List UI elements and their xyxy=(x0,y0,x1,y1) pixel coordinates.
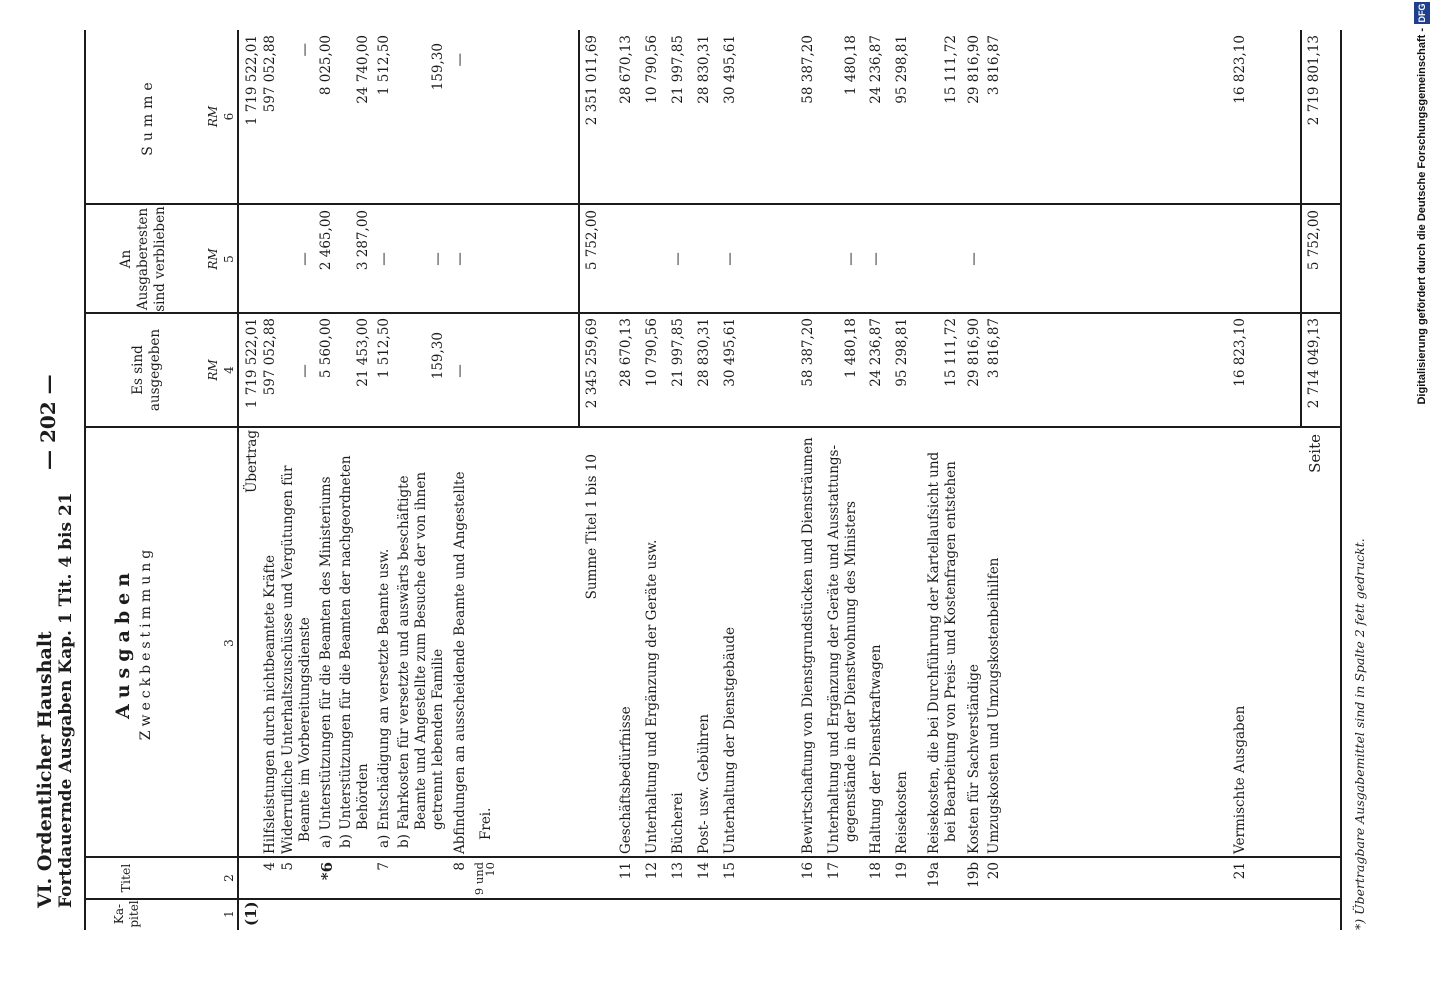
row-summe: 3 816,87 xyxy=(986,35,1002,96)
row-text: Seite xyxy=(1306,434,1324,473)
row-ausgegeben: 159,30 xyxy=(430,332,446,380)
row-reste: 3 287,00 xyxy=(355,210,371,271)
row-summe: 28 830,31 xyxy=(696,35,712,104)
row-reste: — xyxy=(843,252,859,266)
row-ausgegeben: 2 345 259,69 xyxy=(584,318,600,409)
header-line2: Fortdauernde Ausgaben Kap. 1 Tit. 4 bis 21 xyxy=(56,492,76,908)
col-header-kapitel: Ka- pitel xyxy=(112,900,141,928)
row-text: Post- usw. Gebühren xyxy=(696,714,712,854)
row-ausgegeben: 21 453,00 xyxy=(355,318,371,387)
row-text: Umzugskosten und Umzugskostenbeihilfen xyxy=(986,557,1002,854)
row-summe: 10 790,56 xyxy=(644,35,660,104)
col-sep-2 xyxy=(86,857,1342,859)
row-reste: 2 465,00 xyxy=(318,210,334,271)
row-text: a) Unterstützungen für die Beamten des Ministeriums xyxy=(318,476,334,848)
row-reste: — xyxy=(376,252,392,266)
row-summe: 58 387,20 xyxy=(800,35,816,104)
row-reste: — xyxy=(868,252,884,266)
row-ausgegeben: 95 298,81 xyxy=(894,318,910,387)
row-titel: 11 xyxy=(618,862,634,880)
row-titel: 19a xyxy=(926,862,942,888)
credit-strip xyxy=(1412,0,1434,1000)
row-text: Frei. xyxy=(478,807,494,840)
colnum-5: 5 xyxy=(222,255,236,263)
header-bottom-rule xyxy=(237,30,239,930)
row-text: Haltung der Dienstkraftwagen xyxy=(868,644,884,854)
row-summe: 1 480,18 xyxy=(843,35,859,96)
row-ausgegeben: 28 830,31 xyxy=(696,318,712,387)
row-text: Summe Titel 1 bis 10 xyxy=(584,454,600,600)
row-titel: 15 xyxy=(722,862,738,880)
row-text: b) Unterstützungen für die Beamten der nachgeordneten xyxy=(338,455,354,848)
row-ausgegeben: 24 236,87 xyxy=(868,318,884,387)
row-text: Hilfsleistungen durch nichtbeamtete Kräfte xyxy=(262,555,278,854)
col-header-summe: Summe xyxy=(140,77,156,156)
row-titel: 17 xyxy=(826,862,842,880)
row-text: Reisekosten xyxy=(894,771,910,854)
row-text: Übertrag xyxy=(244,430,260,494)
sum-rule-1 xyxy=(578,30,580,428)
row-titel: 19b xyxy=(966,862,982,888)
colnum-1: 1 xyxy=(222,910,236,918)
colnum-2: 2 xyxy=(222,874,236,882)
row-reste: — xyxy=(430,252,446,266)
row-text: Widerrufliche Unterhaltszuschüsse und Vergütungen für xyxy=(280,465,296,854)
row-ausgegeben: 10 790,56 xyxy=(644,318,660,387)
row-summe: 159,30 xyxy=(430,43,446,91)
row-titel: 21 xyxy=(1232,862,1248,880)
row-summe: 2 351 011,69 xyxy=(584,35,600,126)
row-summe: 29 816,90 xyxy=(966,35,982,104)
row-ausgegeben: 16 823,10 xyxy=(1232,318,1248,387)
col-header-reste: An Ausgaberesten sind verblieben xyxy=(118,206,168,312)
row-text: Unterhaltung der Dienstgebäude xyxy=(722,627,738,854)
row-text: a) Entschädigung an versetzte Beamte usw. xyxy=(376,548,392,848)
row-text: Unterhaltung und Ergänzung der Geräte und Ausstattungs- xyxy=(826,444,842,854)
row-text-line2: Beamte im Vorbereitungsdienste xyxy=(297,617,313,842)
row-titel: 18 xyxy=(868,862,884,880)
row-ausgegeben: 15 111,72 xyxy=(943,318,959,387)
col-header-zweck: Zweckbestimmung xyxy=(138,545,154,741)
row-text: Reisekosten, die bei Durchführung der Kartellaufsicht und xyxy=(926,451,942,854)
header-line1: VI. Ordentlicher Haushalt xyxy=(34,631,56,908)
row-text: Vermischte Ausgaben xyxy=(1232,705,1248,854)
sum-rule-2 xyxy=(1300,30,1302,428)
row-reste: — xyxy=(452,252,468,266)
dfg-logo: DFG xyxy=(1414,2,1430,24)
row-ausgegeben: — xyxy=(297,364,313,378)
row-text: Unterhaltung und Ergänzung der Geräte usw. xyxy=(644,539,660,854)
row-titel: 4 xyxy=(262,862,278,871)
row-summe: — xyxy=(452,53,468,67)
col-sep-5 xyxy=(86,204,1342,206)
row-summe: 15 111,72 xyxy=(943,35,959,104)
row-summe: 8 025,00 xyxy=(318,35,334,96)
row-ausgegeben: 3 816,87 xyxy=(986,318,1002,379)
row-summe: 24 740,00 xyxy=(355,35,371,104)
row-reste: — xyxy=(670,252,686,266)
col-header-titel: Titel xyxy=(118,863,133,893)
table-bottom-rule xyxy=(1340,30,1342,930)
row-reste: — xyxy=(966,252,982,266)
row-titel: 14 xyxy=(696,862,712,880)
row-ausgegeben: 1 719 522,01 xyxy=(244,318,260,409)
row-ausgegeben: 58 387,20 xyxy=(800,318,816,387)
unit-4: RM xyxy=(206,359,220,381)
colnum-6: 6 xyxy=(222,112,236,121)
row-text: Geschäftsbedürfnisse xyxy=(618,706,634,854)
row-titel: *6 xyxy=(318,862,336,881)
row-ausgegeben: — xyxy=(452,364,468,378)
row-titel: 7 xyxy=(376,862,392,871)
row-ausgegeben: 1 480,18 xyxy=(843,318,859,379)
col-header-ausgaben: Ausgaben xyxy=(112,566,134,720)
row-reste: 5 752,00 xyxy=(584,210,600,271)
row-reste: — xyxy=(722,252,738,266)
row-summe: 1 512,50 xyxy=(376,35,392,96)
row-ausgegeben: 21 997,85 xyxy=(670,318,686,387)
row-titel: 5 xyxy=(280,862,296,871)
row-titel: 9 und 10 xyxy=(472,862,497,896)
row-text: Kosten für Sachverständige xyxy=(966,664,982,854)
col-sep-4 xyxy=(86,313,1342,315)
row-titel: 13 xyxy=(670,862,686,880)
row-summe: 1 719 522,01 xyxy=(244,35,260,126)
colnum-3: 3 xyxy=(222,639,236,647)
row-summe: — xyxy=(297,43,313,57)
row-reste: — xyxy=(297,252,313,266)
row-summe: 95 298,81 xyxy=(894,35,910,104)
row-text-line2: gegenstände in der Dienstwohnung des Ministers xyxy=(843,501,859,842)
row-text: Bewirtschaftung von Dienstgrundstücken und Diensträumen xyxy=(800,437,816,854)
row-ausgegeben: 28 670,13 xyxy=(618,318,634,387)
row-titel: 8 xyxy=(452,862,468,871)
row-text-line2: Behörden xyxy=(355,763,371,830)
kapitel-marker: (1) xyxy=(242,901,260,926)
unit-6: RM xyxy=(206,105,220,128)
row-ausgegeben: 597 052,88 xyxy=(262,318,278,396)
page-number: — 202 — xyxy=(36,374,60,470)
unit-5: RM xyxy=(206,248,220,270)
row-ausgegeben: 2 714 049,13 xyxy=(1306,318,1322,409)
row-summe: 28 670,13 xyxy=(618,35,634,104)
row-summe: 16 823,10 xyxy=(1232,35,1248,104)
row-ausgegeben: 5 560,00 xyxy=(318,318,334,379)
row-summe: 2 719 801,13 xyxy=(1306,35,1322,126)
col-header-ausgegeben: Es sind ausgegeben xyxy=(130,328,163,412)
footnote: *) Übertragbare Ausgabemittel sind in Spalte 2 fett gedruckt. xyxy=(1352,538,1367,930)
row-ausgegeben: 1 512,50 xyxy=(376,318,392,379)
row-summe: 24 236,87 xyxy=(868,35,884,104)
row-ausgegeben: 30 495,61 xyxy=(722,318,738,387)
row-ausgegeben: 29 816,90 xyxy=(966,318,982,387)
row-summe: 597 052,88 xyxy=(262,35,278,113)
row-text-line2: bei Bearbeitung von Preis- und Kostenfragen entstehen xyxy=(943,461,959,842)
row-summe: 21 997,85 xyxy=(670,35,686,104)
row-summe: 30 495,61 xyxy=(722,35,738,104)
row-titel: 19 xyxy=(894,862,910,880)
row-text-line2: Beamte und Angestellte zum Besuche der von ihnen xyxy=(413,471,429,830)
row-text-line3: getrennt lebenden Familie xyxy=(430,648,446,830)
row-text: Abfindungen an ausscheidende Beamte und Angestellte xyxy=(452,471,468,854)
row-titel: 16 xyxy=(800,862,816,880)
row-text: Bücherei xyxy=(670,792,686,854)
row-text: b) Fahrkosten für versetzte und auswärts beschäftigte xyxy=(396,475,412,848)
credit-text: Digitalisierung gefördert durch die Deutsche Forschungsgemeinschaft - xyxy=(1416,28,1428,405)
row-reste: 5 752,00 xyxy=(1306,210,1322,271)
colnum-4: 4 xyxy=(222,366,236,374)
col-sep-1 xyxy=(86,899,1342,901)
col-sep-3 xyxy=(86,427,1342,429)
row-titel: 20 xyxy=(986,862,1002,880)
row-titel: 12 xyxy=(644,862,660,880)
table-top-rule xyxy=(84,30,86,930)
